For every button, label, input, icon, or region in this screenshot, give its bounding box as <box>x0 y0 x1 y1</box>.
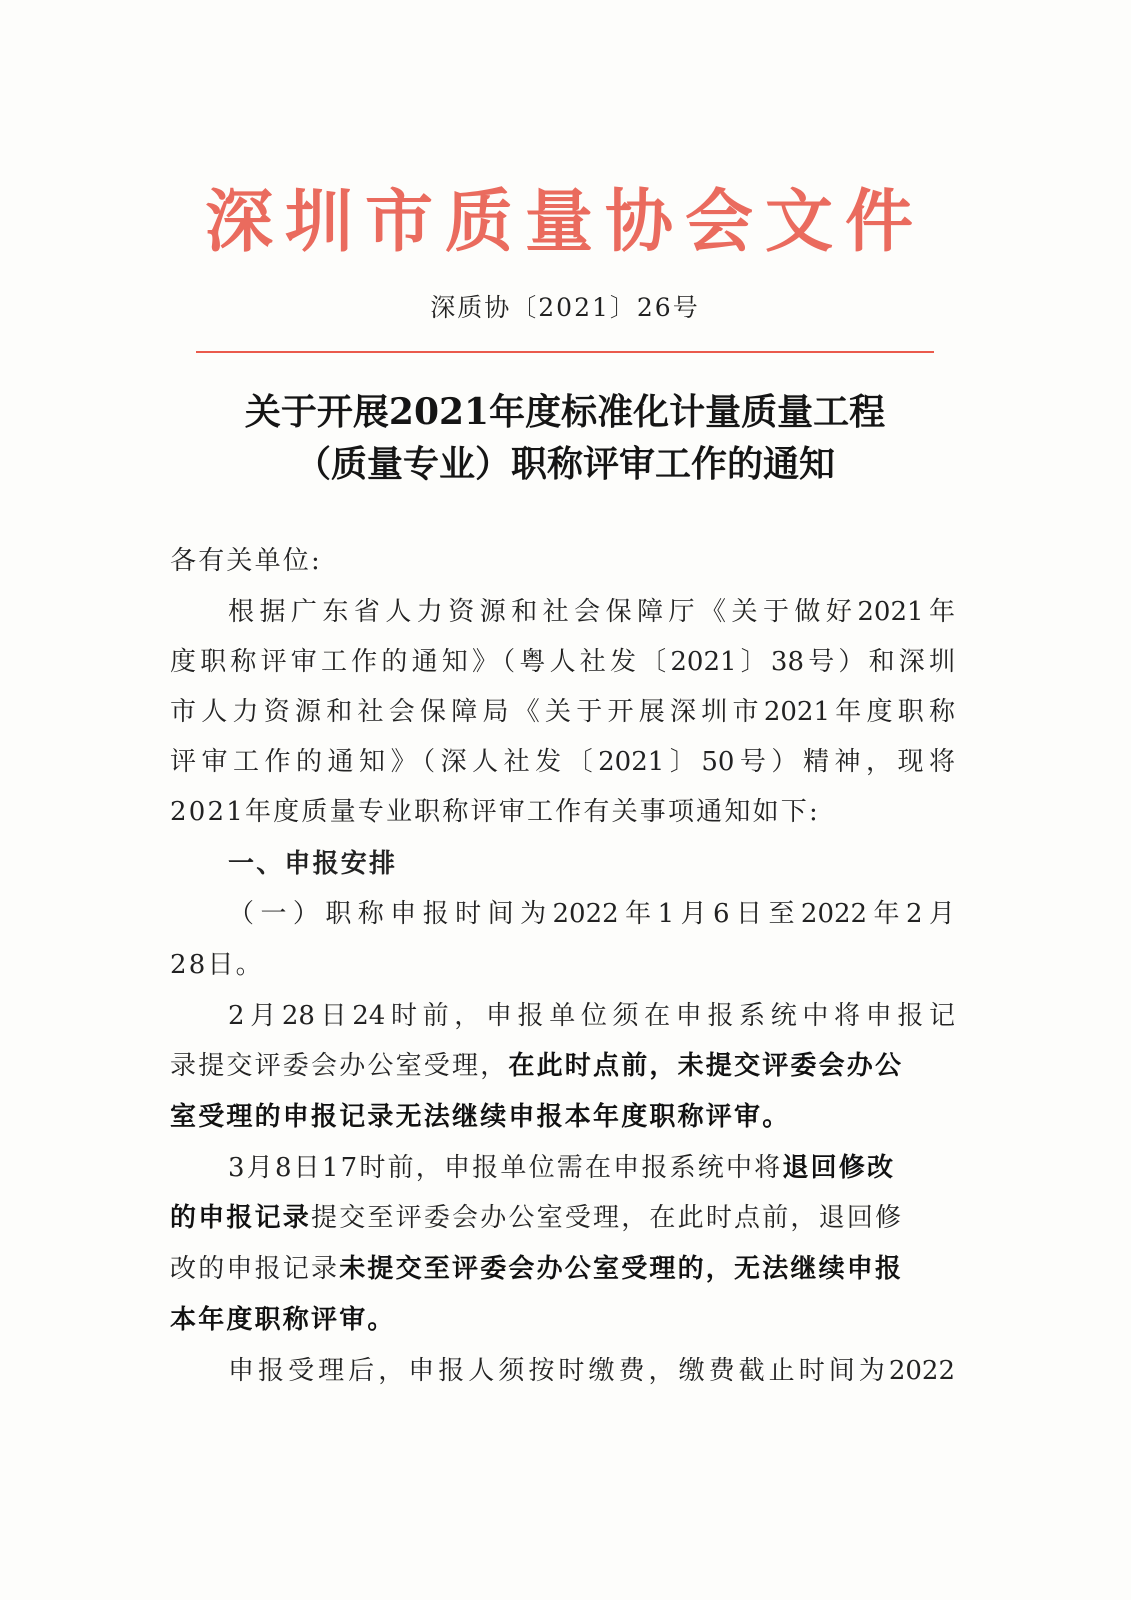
paragraph-1-line-5: 2021年度质量专业职称评审工作有关事项通知如下: <box>170 797 820 827</box>
paragraph-3-line-2 <box>170 1197 903 1234</box>
paragraph-3-line-2-bold: 的申报记录 <box>170 1203 312 1233</box>
paragraph-2-line-2-normal: 录提交评委会办公室受理， <box>170 1051 509 1081</box>
paragraph-3-line-1 <box>228 1147 895 1184</box>
paragraph-4-line-1: 申报受理后，申报人须按时缴费，缴费截止时间为2022 <box>228 1356 955 1386</box>
paragraph-1-line-2: 度职称评审工作的通知》（粤人社发〔2021〕38号）和深圳 <box>170 647 955 677</box>
paragraph-3-line-1-bold: 退回修改 <box>782 1153 896 1183</box>
paragraph-3-line-1-normal: 3月8日17时前，申报单位需在申报系统中将 <box>228 1153 783 1183</box>
salutation: 各有关单位: <box>170 546 322 576</box>
paragraph-3-line-3-bold: 未提交至评委会办公室受理的，无法继续申报 <box>339 1254 904 1284</box>
paragraph-3-line-2-normal: 提交至评委会办公室受理，在此时点前，退回修 <box>311 1203 904 1233</box>
item-1-line-2: 28日。 <box>170 950 264 980</box>
document-number: 深质协〔2021〕26号 <box>430 293 700 322</box>
paragraph-2-line-2 <box>170 1045 903 1082</box>
item-1-line-1: （一）职称申报时间为2022年1月6日至2022年2月 <box>228 899 955 929</box>
paragraph-1-line-1: 根据广东省人力资源和社会保障厅《关于做好2021年 <box>228 597 955 627</box>
notice-title-line-2: （质量专业）职称评审工作的通知 <box>294 443 835 485</box>
issuing-organization-title: 深圳市质量协会文件 <box>204 182 925 262</box>
paragraph-2-line-2-bold: 在此时点前，未提交评委会办公 <box>508 1051 904 1081</box>
section-1-heading: 一、申报安排 <box>228 849 398 879</box>
paragraph-2-line-1: 2月28日24时前，申报单位须在申报系统中将申报记 <box>228 1001 955 1031</box>
paragraph-3-line-3-normal: 改的申报记录 <box>170 1254 340 1284</box>
red-header-divider <box>196 351 934 353</box>
paragraph-1-line-4: 评审工作的通知》（深人社发〔2021〕50号）精神，现将 <box>170 747 955 777</box>
paragraph-3-line-4: 本年度职称评审。 <box>170 1305 396 1335</box>
paragraph-2-line-3: 室受理的申报记录无法继续申报本年度职称评审。 <box>170 1102 791 1132</box>
paragraph-1-line-3: 市人力资源和社会保障局《关于开展深圳市2021年度职称 <box>170 697 955 727</box>
paragraph-3-line-3 <box>170 1248 903 1285</box>
notice-title-line-1: 关于开展2021年度标准化计量质量工程 <box>244 391 886 433</box>
